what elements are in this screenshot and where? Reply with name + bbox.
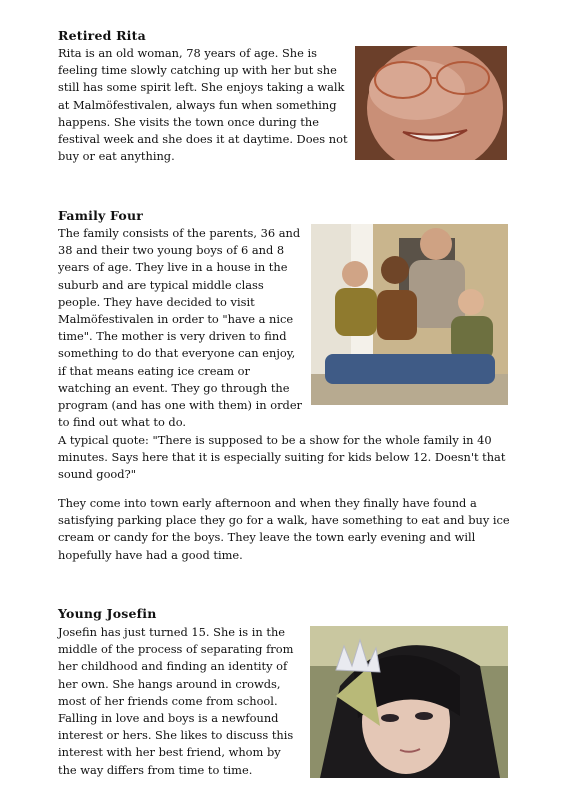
- persona-quote-family: A typical quote: "There is supposed to be a show for the whole family in 40 minutes. Says here that it is especially suiting for kids below 12. Doesn't that sound good?": [58, 433, 506, 482]
- persona-description-family: The family consists of the parents, 36 and 38 and their two young boys of 6 and 8 years of age. They live in a house in the suburb and are typical middle class people. They have decided to visit Malmöfestivalen in order to "have a nice time". The mother is very driven to find something to do that everyone can enjoy, if that means eating ice cream or watching an event. They go through the program (and has one with them) in order to find out what to do.: [58, 226, 303, 430]
- persona-heading-rita: Retired Rita: [58, 28, 146, 43]
- persona-heading-josefin: Young Josefin: [58, 606, 157, 621]
- persona-heading-family: Family Four: [58, 208, 144, 223]
- persona-extra-family: They come into town early afternoon and when they finally have found a satisfying parking place they go for a walk, have something to eat and buy ice cream or candy for the boys. They leave the town early evening and will hopefully have had a good time.: [58, 496, 510, 562]
- rita-photo: [355, 46, 507, 160]
- persona-description-rita: Rita is an old woman, 78 years of age. She is feeling time slowly catching up with her but she still has some spirit left. She enjoys taking a walk at Malmöfestivalen, always fun when something happens. She visits the town once during the festival week and she does it at daytime. Does not buy or eat anything.: [58, 46, 348, 164]
- persona-description-josefin: Josefin has just turned 15. She is in the middle of the process of separating from her childhood and finding an identity of her own. She hangs around in crowds, most of her friends come from school. Falling in love and boys is a newfound interest or hers. She likes to discuss this interest with her best friend, whom by the way differs from time to time.: [58, 625, 294, 777]
- family-photo: [311, 224, 508, 405]
- josefin-photo: [310, 626, 508, 778]
